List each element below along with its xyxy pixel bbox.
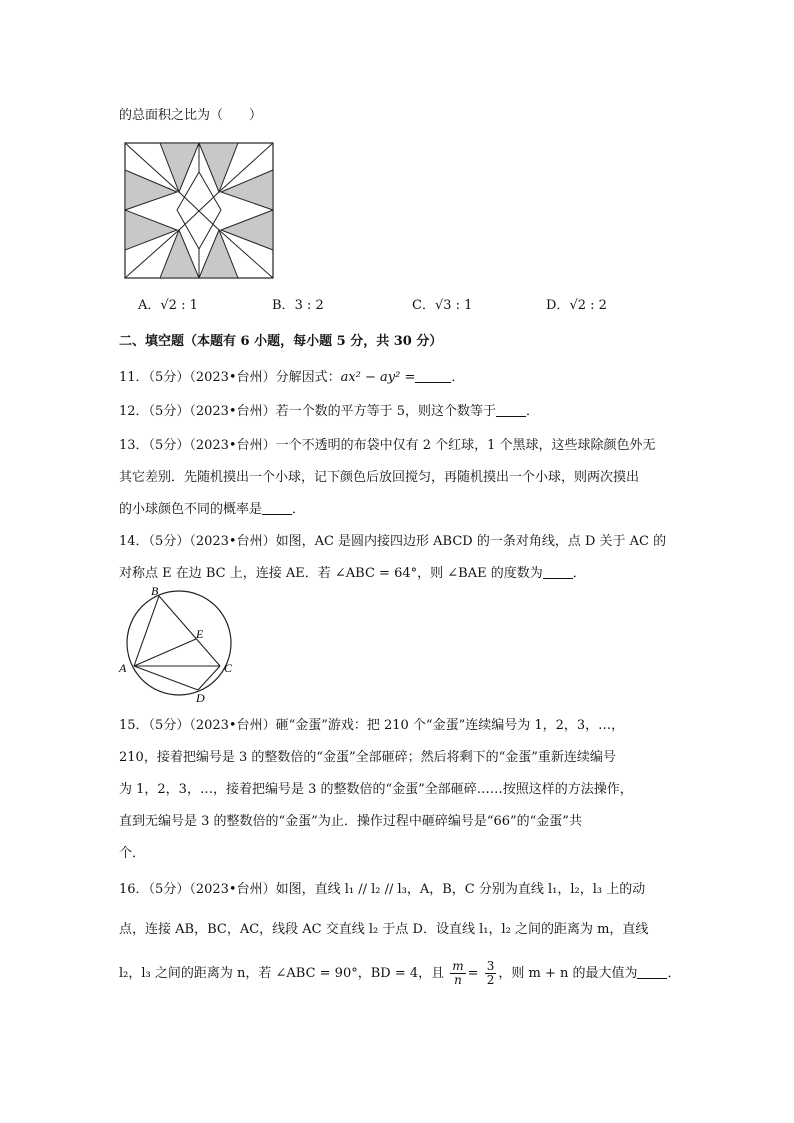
q13-line1: 13．（5分）（2023•台州）一个不透明的布袋中仅有 2 个红球，1 个黑球，这些球除颜色外无 (119, 438, 656, 453)
q15-line5: 个． (119, 846, 146, 861)
q16-line1: 16．（5分）（2023•台州）如图，直线 l₁ // l₂ // l₃，A，B，C 分别为直线 l₁，l₂，l₃ 上的动 (119, 882, 646, 897)
q14-line1: 14．（5分）（2023•台州）如图，AC 是圆内接四边形 ABCD 的一条对角线，点 D 关于 AC 的 (119, 534, 667, 549)
q15-line3: 为 1，2，3，…，接着把编号是 3 的整数倍的“金蛋”全部砸碎……按照这样的方法操作， (119, 782, 633, 797)
q16-answer-blank[interactable] (637, 964, 667, 979)
q10-option-c[interactable]: C．√3 : 1 (412, 298, 473, 313)
q14-figure (116, 586, 246, 704)
q14-label-a: A (119, 661, 127, 675)
q15-line1: 15．（5分）（2023•台州）砸“金蛋”游戏：把 210 个“金蛋”连续编号为 1，2，3，…， (119, 718, 625, 733)
q15-line4: 直到无编号是 3 的整数倍的“金蛋”为止．操作过程中砸碎编号是“66”的“金蛋”共 (119, 814, 582, 829)
q10-option-a[interactable]: A．√2 : 1 (138, 298, 198, 313)
q14-line2: 对称点 E 在边 BC 上，连接 AE．若 ∠ABC = 64°，则 ∠BAE 的度数为 ． (119, 566, 586, 581)
q16-line2: 点，连接 AB，BC，AC，线段 AC 交直线 l₂ 于点 D．设直线 l₁，l₂ 之间的距离为 m，直线 (119, 922, 649, 937)
q14-label-b: B (151, 586, 159, 598)
q12: 12．（5分）（2023•台州）若一个数的平方等于 5，则这个数等于 ． (119, 404, 539, 419)
q10-figure (124, 142, 274, 280)
q11-answer-blank[interactable] (415, 368, 451, 383)
q10-option-b[interactable]: B．3 : 2 (272, 298, 324, 313)
section-title: 二、填空题（本题有 6 小题，每小题 5 分，共 30 分） (119, 334, 443, 349)
q14-answer-blank[interactable] (543, 564, 573, 579)
q10-stem-tail: 的总面积之比为（ ） (119, 108, 263, 123)
q10-option-d[interactable]: D．√2 : 2 (546, 298, 607, 313)
q11: 11．（5分）（2023•台州）分解因式：ax² − ay² = ． (119, 370, 465, 385)
q14-label-d: D (196, 691, 205, 704)
q16-line3: l₂，l₃ 之间的距离为 n，若 ∠ABC = 90°，BD = 4，且 $\frac{m}{n}$ = $\frac{3}{2}$ ，则 m + n 的最大值为 ． (119, 959, 681, 987)
q14-label-c: C (224, 661, 233, 675)
q16-fraction-32: $\frac{3}{2}$ (486, 959, 495, 987)
q13-answer-blank[interactable] (262, 500, 292, 515)
q13-line2: 其它差别．先随机摸出一个小球，记下颜色后放回搅匀，再随机摸出一个小球，则两次摸出 (119, 470, 640, 485)
q16-fraction-mn: $\frac{m}{n}$ (452, 959, 464, 987)
q12-answer-blank[interactable] (496, 402, 526, 417)
q15-line2: 210，接着把编号是 3 的整数倍的“金蛋”全部砸碎；然后将剩下的“金蛋”重新连续编号 (119, 750, 616, 765)
q13-line3: 的小球颜色不同的概率是 ． (119, 502, 306, 517)
q14-label-e: E (196, 627, 204, 641)
